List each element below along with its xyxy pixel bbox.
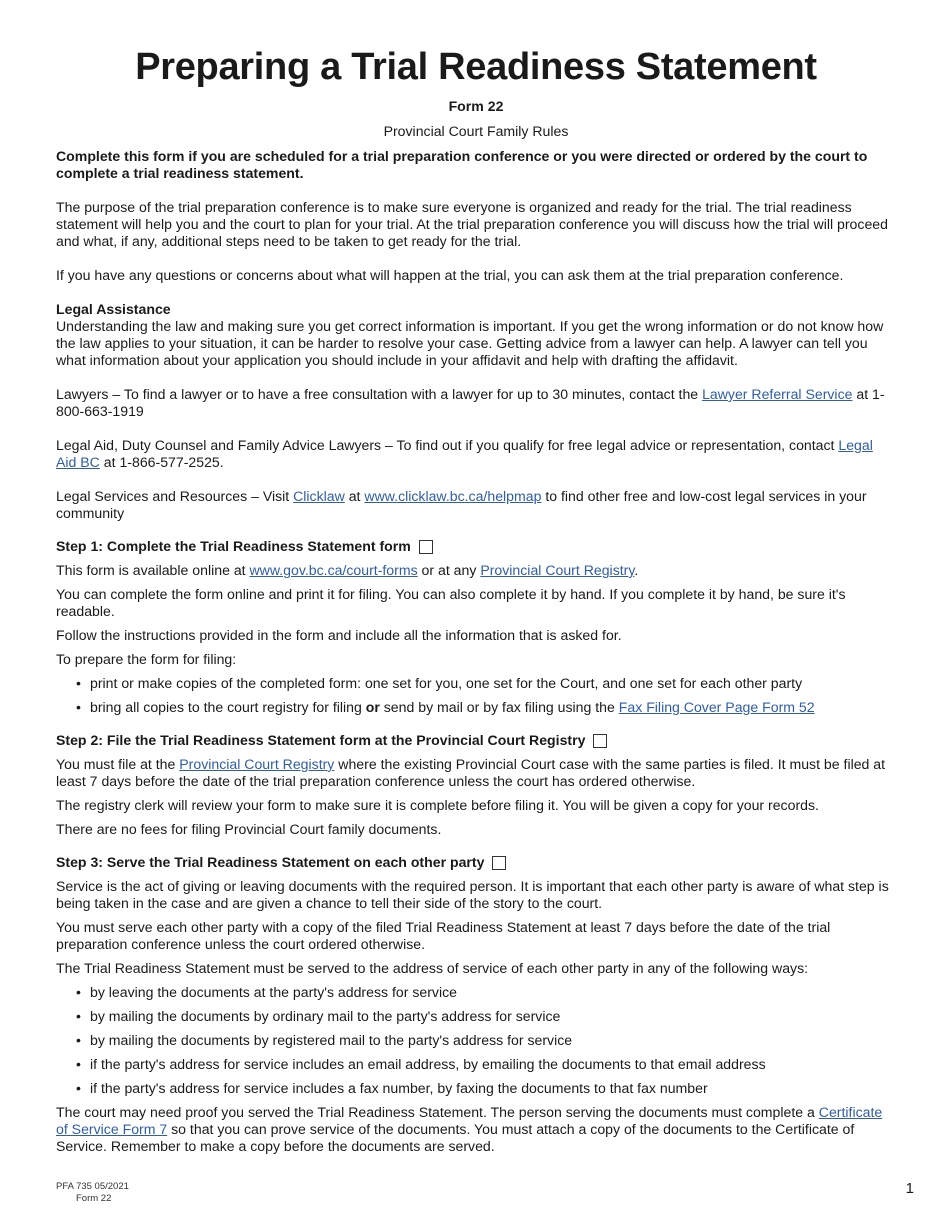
- legal-assistance-heading: Legal Assistance: [56, 301, 171, 317]
- legal-aid-phone: at 1-866-577-2525.: [99, 454, 224, 470]
- footer-code: PFA 735 05/2021: [56, 1181, 129, 1192]
- clicklaw-link[interactable]: Clicklaw: [293, 488, 345, 504]
- step3-heading: [56, 854, 896, 871]
- certificate-of-service-link[interactable]: Certificate of Service Form 7: [56, 1104, 883, 1137]
- step3-heading-text: Step 3: Serve the Trial Readiness Statement on each other party: [56, 854, 485, 870]
- available-post: .: [634, 562, 639, 578]
- legal-services-paragraph: [56, 488, 896, 522]
- file-post: where the existing Provincial Court case with the same parties is filed. It must be filed at least 7 days before the date of the trial preparation conference unless the court has ordered otherwise.: [56, 756, 886, 789]
- step2-fees: There are no fees for filing Provincial Court family documents.: [56, 821, 442, 837]
- step1-prepare: To prepare the form for filing:: [56, 651, 237, 667]
- lawyer-referral-link[interactable]: Lawyer Referral Service: [702, 386, 853, 402]
- list-item: • print or make copies of the completed form: one set for you, one set for the Court, and one set for each other party: [56, 675, 896, 692]
- proof-post: so that you can prove service of the documents. You must attach a copy of the documents to the Certificate of Service. Remember to make a copy before the documents are served.: [56, 1121, 855, 1154]
- step2-heading: [56, 732, 896, 749]
- fax-filing-cover-link[interactable]: Fax Filing Cover Page Form 52: [618, 699, 815, 715]
- available-text: This form is available online at: [56, 562, 250, 578]
- legal-aid-bc-link[interactable]: Legal Aid BC: [56, 437, 873, 470]
- list-item: [56, 699, 896, 716]
- file-text: You must file at the: [56, 756, 180, 772]
- legal-services-mid: at: [344, 488, 365, 504]
- step1-available: [56, 562, 896, 579]
- rules-subtitle: Provincial Court Family Rules: [383, 123, 569, 139]
- proof-text: The court may need proof you served the Trial Readiness Statement. The person serving the documents must complete a: [56, 1104, 819, 1120]
- step3-checkbox[interactable]: [492, 856, 506, 870]
- step1-complete: You can complete the form online and print it for filing. You can also complete it by hand. If you complete it by hand, be sure it's readable.: [56, 586, 846, 619]
- lawyers-phone: at 1-800-663-1919: [56, 386, 885, 419]
- page-title: Preparing a Trial Readiness Statement: [135, 46, 817, 88]
- bullet2-mid: send by mail or by fax filing using the: [379, 699, 619, 715]
- list-item: • by mailing the documents by ordinary mail to the party's address for service: [56, 1008, 896, 1025]
- step3-service: Service is the act of giving or leaving documents with the required person. It is important that each other party is aware of what step is being taken in the case and are given a chance to tell their side of the story to the court.: [56, 878, 889, 911]
- step2-file: [56, 756, 896, 790]
- legal-services-after: to find other free and low-cost legal services in your community: [56, 488, 867, 521]
- document-page: [56, 44, 896, 1155]
- step1-follow: Follow the instructions provided in the form and include all the information that is asked for.: [56, 627, 622, 643]
- clicklaw-helpmap-link[interactable]: www.clicklaw.bc.ca/helpmap: [364, 488, 542, 504]
- step1-heading-text: Step 1: Complete the Trial Readiness Statement form: [56, 538, 411, 554]
- bullet2-or: or: [365, 699, 380, 715]
- questions-paragraph: If you have any questions or concerns about what will happen at the trial, you can ask them at the trial preparation conference.: [56, 267, 844, 283]
- purpose-paragraph: The purpose of the trial preparation conference is to make sure everyone is organized and ready for the trial. The trial readiness statement will help you and the court to plan for your trial. At the trial preparation conference you will discuss how the trial will proceed and what, if any, additional steps need to be taken to get ready for the trial.: [56, 199, 888, 249]
- bullet2-text: bring all copies to the court registry for filing: [90, 699, 366, 715]
- footer-form: Form 22: [76, 1193, 112, 1204]
- court-forms-link[interactable]: www.gov.bc.ca/court-forms: [249, 562, 418, 578]
- step3-must-serve: You must serve each other party with a copy of the filed Trial Readiness Statement at least 7 days before the date of the trial preparation conference unless the court ordered otherwise.: [56, 919, 831, 952]
- provincial-registry-link-2[interactable]: Provincial Court Registry: [179, 756, 335, 772]
- list-item: • by mailing the documents by registered mail to the party's address for service: [56, 1032, 896, 1049]
- legal-assistance-body: Understanding the law and making sure you get correct information is important. If you get the wrong information or do not know how the law applies to your situation, it can be harder to resolve your case. Getting advice from a lawyer can help. A lawyer can tell you what information about your application you should include in your affidavit and help with drafting the affidavit.: [56, 318, 884, 368]
- step2-heading-text: Step 2: File the Trial Readiness Statement form at the Provincial Court Registry: [56, 732, 586, 748]
- available-mid: or at any: [417, 562, 481, 578]
- provincial-registry-link[interactable]: Provincial Court Registry: [480, 562, 635, 578]
- step2-review: The registry clerk will review your form to make sure it is complete before filing it. You will be given a copy for your records.: [56, 797, 819, 813]
- lawyers-paragraph: [56, 386, 896, 420]
- step3-list: [56, 984, 896, 1097]
- step3-proof: [56, 1104, 896, 1155]
- intro-instruction: Complete this form if you are scheduled for a trial preparation conference or you were directed or ordered by the court to complete a trial readiness statement.: [56, 148, 868, 181]
- legal-services-text: Legal Services and Resources – Visit: [56, 488, 294, 504]
- form-number: Form 22: [448, 98, 504, 114]
- list-item: • by leaving the documents at the party's address for service: [56, 984, 896, 1001]
- footer-form-code: [56, 1181, 129, 1205]
- list-item: • if the party's address for service includes an email address, by emailing the documents to that email address: [56, 1056, 896, 1073]
- legal-aid-text: Legal Aid, Duty Counsel and Family Advice Lawyers – To find out if you qualify for free legal advice or representation, contact: [56, 437, 839, 453]
- step1-checkbox[interactable]: [419, 540, 433, 554]
- step1-heading: [56, 538, 896, 555]
- legal-aid-paragraph: [56, 437, 896, 471]
- list-item: • if the party's address for service includes a fax number, by faxing the documents to that fax number: [56, 1080, 896, 1097]
- step3-ways: The Trial Readiness Statement must be served to the address of service of each other party in any of the following ways:: [56, 960, 809, 976]
- step2-checkbox[interactable]: [593, 734, 607, 748]
- page-number: 1: [905, 1180, 914, 1197]
- lawyers-text: Lawyers – To find a lawyer or to have a free consultation with a lawyer for up to 30 minutes, contact the: [56, 386, 703, 402]
- step1-list: [56, 675, 896, 716]
